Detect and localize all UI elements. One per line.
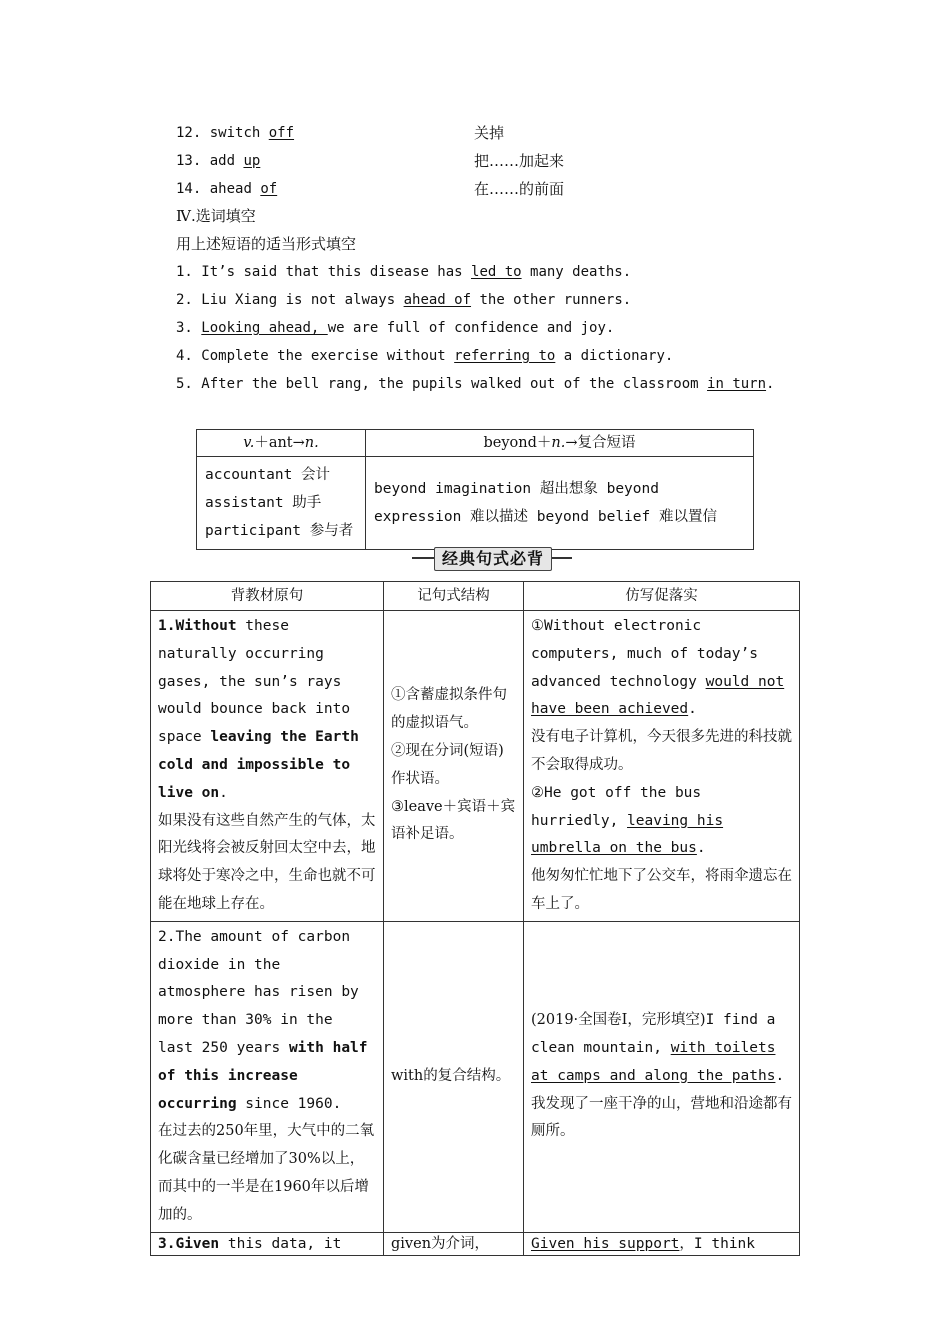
fill-sentence-3: 3. Looking ahead, we are full of confidence and joy. (176, 320, 615, 336)
fill-sentence-1: 1. It’s said that this disease has led to many deaths. (176, 264, 632, 280)
practice-answer: Given his support (531, 1235, 680, 1252)
table-header-suffix: v.＋ant→n. (197, 430, 366, 457)
translation: 没有电子计算机，今天很多先进的科技就不会取得成功。 (531, 729, 792, 773)
phrase-number: 14. (176, 181, 202, 197)
phrase-text: ahead (209, 181, 261, 197)
phrase-14 (176, 179, 277, 199)
structure-2: with的复合结构。 (384, 921, 524, 1232)
practice-2: (2019·全国卷Ⅰ，完形填空)I find a clean mountain, with toilets at camps and along the paths. 我发现了一座干净的山，营地和沿途都有厕所。 (524, 921, 800, 1232)
word-formation-table (196, 429, 754, 550)
structure-1: ①含蓄虚拟条件句的虚拟语气。 ②现在分词(短语)作状语。 ③leave＋宾语＋宾语补足语。 (384, 611, 524, 922)
table-row (151, 611, 800, 922)
phrase-13 (176, 151, 260, 171)
practice-answer: leaving his umbrella on the bus (531, 812, 724, 857)
fill-answer: ahead of (403, 292, 472, 308)
translation: 他匆匆忙忙地下了公交车，将雨伞遗忘在车上了。 (531, 868, 792, 912)
fill-sentence-5: 5. After the bell rang, the pupils walked out of the classroom in turn. (176, 376, 775, 392)
phrase-number: 12. (176, 125, 202, 141)
table-header-compound: beyond＋n.→复合短语 (366, 430, 754, 457)
practice-3: Given his support，I think (524, 1232, 800, 1255)
phrase-text: switch (209, 125, 269, 141)
practice-answer: with toilets at camps and along the paths (531, 1039, 776, 1084)
classic-sentences-table (150, 581, 800, 1256)
section-title: Ⅳ.选词填空 (176, 207, 256, 225)
suffix-word-list (197, 457, 366, 550)
phrase-answer: of (260, 181, 278, 197)
column-header-structure: 记句式结构 (384, 582, 524, 611)
list-item: participant 参与者 (205, 523, 354, 539)
phrase-answer: off (268, 125, 295, 141)
fill-answer: led to (471, 264, 522, 280)
phrase-14-translation: 在……的前面 (474, 180, 565, 198)
original-sentence-1: 1.Without these naturally occurring gases, the sun’s rays would bounce back into space leaving the Earth cold and impossible to live on. 如果没有这些自然产生的气体，太阳光线将会被反射回太空中去，地球将处于寒冷之中，生命也就不可能在地球上存在。 (151, 611, 384, 922)
table-row (151, 1232, 800, 1255)
phrase-12 (176, 123, 294, 143)
list-item: assistant 助手 (205, 495, 322, 511)
table-row (151, 921, 800, 1232)
phrase-number: 13. (176, 153, 202, 169)
compound-phrase-list: beyond imagination 超出想象 beyond expression 难以描述 beyond belief 难以置信 (366, 457, 754, 550)
phrase-12-translation: 关掉 (474, 124, 505, 142)
practice-answer: would not have been achieved (531, 673, 785, 718)
banner-title: 经典句式必背 (434, 547, 552, 571)
phrase-text: add (209, 153, 244, 169)
list-item: accountant 会计 (205, 467, 331, 483)
practice-1: ①Without electronic computers, much of today’s advanced technology would not have been achieved. 没有电子计算机，今天很多先进的科技就不会取得成功。 ②He got off the bus hurriedly, leaving his umbrella on the bus. 他匆匆忙忙地下了公交车，将雨伞遗忘在车上了。 (524, 611, 800, 922)
fill-answer: referring to (454, 348, 556, 364)
translation: 如果没有这些自然产生的气体，太阳光线将会被反射回太空中去，地球将处于寒冷之中，生命也就不可能在地球上存在。 (158, 812, 376, 912)
column-header-original: 背教材原句 (151, 582, 384, 611)
fill-answer: Looking ahead, (201, 320, 328, 336)
phrase-answer: up (243, 153, 261, 169)
translation: 我发现了一座干净的山，营地和沿途都有厕所。 (531, 1095, 792, 1140)
section-banner (412, 547, 572, 569)
fill-sentence-4: 4. Complete the exercise without referring to a dictionary. (176, 348, 674, 364)
fill-sentence-2: 2. Liu Xiang is not always ahead of the other runners. (176, 292, 632, 308)
original-sentence-3: 3.Given this data, it (151, 1232, 384, 1255)
translation: 在过去的250年里，大气中的二氧化碳含量已经增加了30%以上，而其中的一半是在1960年以后增加的。 (158, 1123, 375, 1223)
fill-answer: in turn (707, 376, 767, 392)
structure-3: given为介词， (384, 1232, 524, 1255)
phrase-13-translation: 把……加起来 (474, 152, 565, 170)
column-header-practice: 仿写促落实 (524, 582, 800, 611)
section-instruction: 用上述短语的适当形式填空 (176, 235, 357, 253)
original-sentence-2: 2.The amount of carbon dioxide in the atmosphere has risen by more than 30% in the last 250 years with half of this increase occurring since 1960. 在过去的250年里，大气中的二氧化碳含量已经增加了30%以上，而其中的一半是在1960年以后增加的。 (151, 921, 384, 1232)
